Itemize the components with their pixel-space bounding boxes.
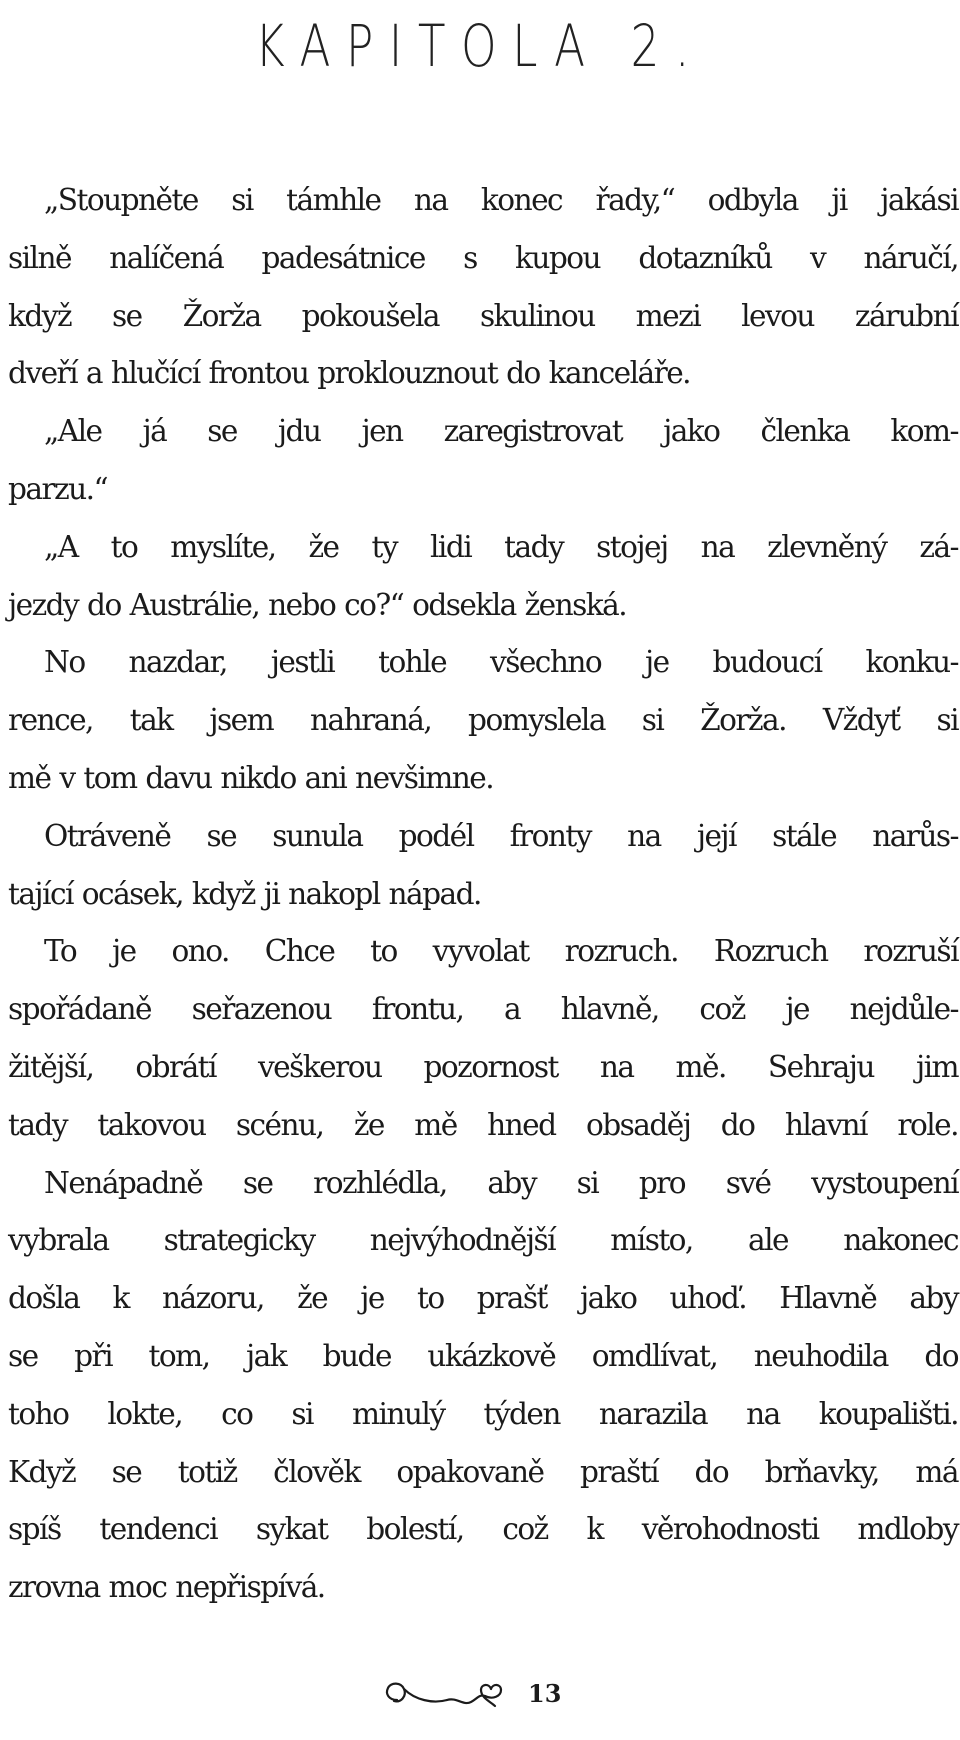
chapter-title: KAPITOLA 2. — [254, 12, 706, 80]
chapter-body-text — [8, 172, 958, 1617]
text-line: Když se totiž člověk opakovaně praští do brňavky, má — [8, 1454, 958, 1489]
text-line: mě v tom davu nikdo ani nevšimne. — [8, 760, 494, 795]
text-line: parzu.“ — [8, 471, 108, 506]
text-line: silně nalíčená padesátnice s kupou dotazníků v náručí, — [8, 240, 958, 275]
text-line: když se Žorža pokoušela skulinou mezi levou zárubní — [8, 298, 958, 333]
text-line: tající ocásek, když ji nakopl nápad. — [8, 876, 481, 911]
text-line: To je ono. Chce to vyvolat rozruch. Rozruch rozruší — [44, 934, 958, 969]
text-line: jezdy do Austrálie, nebo co?“ odsekla ženská. — [8, 587, 627, 622]
text-line: se při tom, jak bude ukázkově omdlívat, neuhodila do — [8, 1338, 958, 1373]
text-line: „Stoupněte si támhle na konec řady,“ odbyla ji jakási — [44, 183, 958, 217]
page-number: 13 — [528, 1679, 562, 1708]
text-line: spíš tendenci sykat bolestí, což k věrohodnosti mdloby — [8, 1512, 958, 1547]
text-line: toho lokte, co si minulý týden narazila na koupališti. — [8, 1396, 958, 1431]
text-line: No nazdar, jestli tohle všechno je budoucí konku- — [44, 645, 958, 680]
text-line: zrovna moc nepřispívá. — [8, 1570, 325, 1605]
text-line: vybrala strategicky nejvýhodnější místo, ale nakonec — [8, 1223, 958, 1258]
text-line: rence, tak jsem nahraná, pomyslela si Žorža. Vždyť si — [8, 703, 958, 738]
text-line: žitější, obrátí veškerou pozornost na mě. Sehraju jim — [8, 1049, 958, 1084]
text-line: spořádaně seřazenou frontu, a hlavně, což je nejdůle- — [8, 992, 958, 1027]
text-line: Otráveně se sunula podél fronty na její stále narůs- — [44, 818, 958, 853]
swirl-heart-ornament-icon — [375, 1670, 525, 1718]
text-line: tady takovou scénu, že mě hned obsaděj do hlavní role. — [8, 1107, 958, 1142]
page-footer — [0, 1670, 960, 1720]
text-line: došla k názoru, že je to prašť jako uhoď. Hlavně aby — [8, 1281, 958, 1316]
text-line: „A to myslíte, že ty lidi tady stojej na zlevněný zá- — [44, 529, 958, 564]
text-line: Nenápadně se rozhlédla, aby si pro své vystoupení — [44, 1165, 958, 1200]
text-line: „Ale já se jdu jen zaregistrovat jako členka kom- — [44, 414, 958, 449]
text-line: dveří a hlučící frontou proklouznout do kanceláře. — [8, 356, 691, 391]
